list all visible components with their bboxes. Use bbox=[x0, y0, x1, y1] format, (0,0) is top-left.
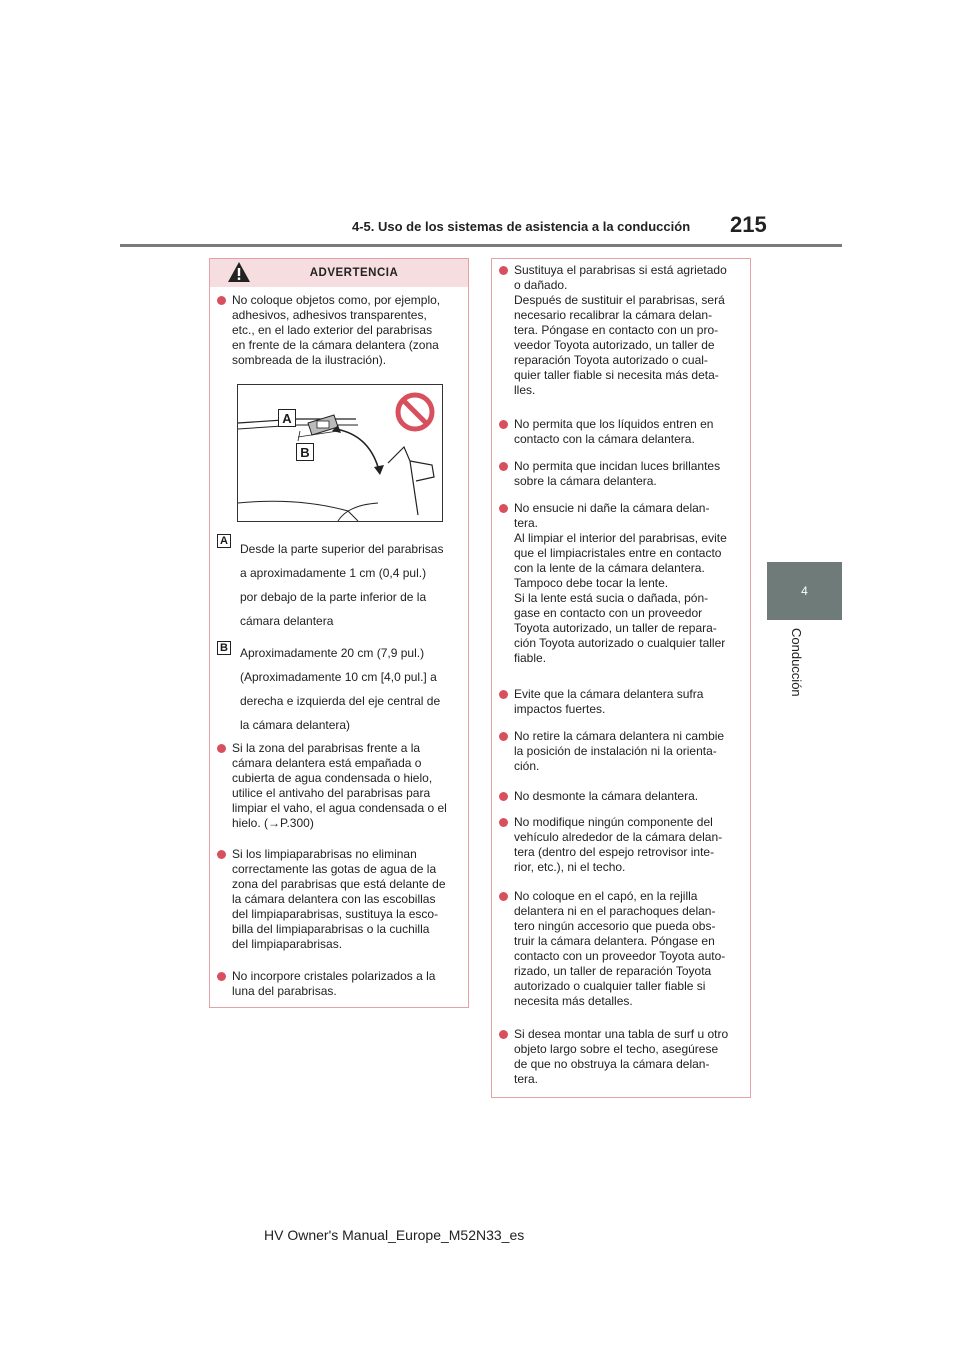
bullet-icon bbox=[217, 296, 226, 305]
bullet-icon bbox=[499, 504, 508, 513]
footer-manual-id: HV Owner's Manual_Europe_M52N33_es bbox=[264, 1227, 525, 1243]
bullet-icon bbox=[499, 420, 508, 429]
bullet-icon bbox=[217, 850, 226, 859]
bullet-icon bbox=[499, 892, 508, 901]
warning-header bbox=[210, 259, 468, 287]
bullet-icon bbox=[499, 462, 508, 471]
list-item: Si desea montar una tabla de surf u otro objeto largo sobre el techo, asegúrese de que no obstruya la cámara delan- tera. bbox=[496, 1027, 748, 1087]
no-entry-icon bbox=[394, 391, 436, 433]
list-item: No incorpore cristales polarizados a la luna del parabrisas. bbox=[214, 969, 466, 999]
list-item: No ensucie ni dañe la cámara delan- tera. Al limpiar el interior del parabrisas, evite que el limpiacristales entre en contacto con la lente de la cámara delantera. Tampoco debe tocar la lente. Si la lente está sucia o dañada, pón- gase en contacto con un proveedor Toyota autorizado, un taller de repara- ción Toyota autorizado o cualquier taller fiable. bbox=[496, 501, 748, 666]
bullet-icon bbox=[217, 972, 226, 981]
page-number: 215 bbox=[730, 212, 767, 237]
chapter-label: Conducción bbox=[789, 628, 804, 697]
windshield-camera-illustration bbox=[237, 384, 443, 522]
list-item: Si los limpiaparabrisas no eliminan correctamente las gotas de agua de la zona del parabrisas que está delante de la cámara delantera con las escobillas del limpiaparabrisas, sustituya la esco- billa del limpiaparabrisas o la cuchilla del limpiaparabrisas. bbox=[214, 847, 466, 952]
list-item: No permita que los líquidos entren en contacto con la cámara delantera. bbox=[496, 417, 748, 447]
warning-title: ADVERTENCIA bbox=[309, 267, 399, 279]
list-item: Si la zona del parabrisas frente a la cámara delantera está empañada o cubierta de agua condensada o hielo, utilice el antivaho del parabrisas para limpiar el vaho, el agua condensada o el hielo. (→P.300) bbox=[214, 741, 466, 831]
caption-label-a: A bbox=[217, 534, 231, 548]
bullet-icon bbox=[499, 1030, 508, 1039]
list-item: No coloque en el capó, en la rejilla delantera ni en el parachoques delan- tero ningún accesorio que pueda obs- truir la cámara delantera. Póngase en contacto con un proveedor Toyota auto- rizado, un taller de reparación Toyota autorizado o cualquier taller fiable si necesita más detalles. bbox=[496, 889, 748, 1009]
list-item: No modifique ningún componente del vehículo alrededor de la cámara delan- tera (dentro del espejo retrovisor inte- rior, etc.), ni el techo. bbox=[496, 815, 748, 875]
list-item: No permita que incidan luces brillantes sobre la cámara delantera. bbox=[496, 459, 748, 489]
warning-triangle-icon bbox=[227, 261, 251, 283]
bullet-icon bbox=[499, 266, 508, 275]
chapter-tab bbox=[767, 562, 842, 620]
warning-box-right bbox=[491, 258, 751, 1098]
list-item: No coloque objetos como, por ejemplo, adhesivos, adhesivos transparentes, etc., en el lado exterior del parabrisas en frente de la cámara delantera (zona sombreada de la ilustración). bbox=[214, 293, 466, 368]
caption-a: Desde la parte superior del parabrisas a aproximadamente 1 cm (0,4 pul.) por debajo de la parte inferior de la cámara delantera bbox=[240, 542, 444, 628]
list-item: No retire la cámara delantera ni cambie la posición de instalación ni la orienta- ción. bbox=[496, 729, 748, 774]
bullet-icon bbox=[217, 744, 226, 753]
section-title: 4-5. Uso de los sistemas de asistencia a la conducción bbox=[352, 219, 691, 234]
list-item: Sustituya el parabrisas si está agrietado o dañado. Después de sustituir el parabrisas, será necesario recalibrar la cámara delan- tera. Póngase en contacto con un pro- veedor Toyota autorizado, un taller de reparación Toyota autorizado o cual- quier taller fiable si necesita más deta- lles. bbox=[496, 263, 748, 398]
bullet-icon bbox=[499, 818, 508, 827]
bullet-icon bbox=[499, 732, 508, 741]
list-item: Evite que la cámara delantera sufra impactos fuertes. bbox=[496, 687, 748, 717]
caption-b: Aproximadamente 20 cm (7,9 pul.) (Aproximadamente 10 cm [4,0 pul.] a derecha e izquierda del eje central de la cámara delantera) bbox=[240, 646, 441, 732]
warning-box-left bbox=[209, 258, 469, 1008]
illustration-label-a: A bbox=[278, 409, 296, 427]
bullet-icon bbox=[499, 792, 508, 801]
caption-label-b: B bbox=[217, 641, 231, 655]
bullet-icon bbox=[499, 690, 508, 699]
illustration-label-b: B bbox=[296, 443, 314, 461]
header-rule bbox=[120, 244, 842, 247]
list-item: No desmonte la cámara delantera. bbox=[496, 789, 748, 804]
chapter-number: 4 bbox=[801, 584, 808, 598]
